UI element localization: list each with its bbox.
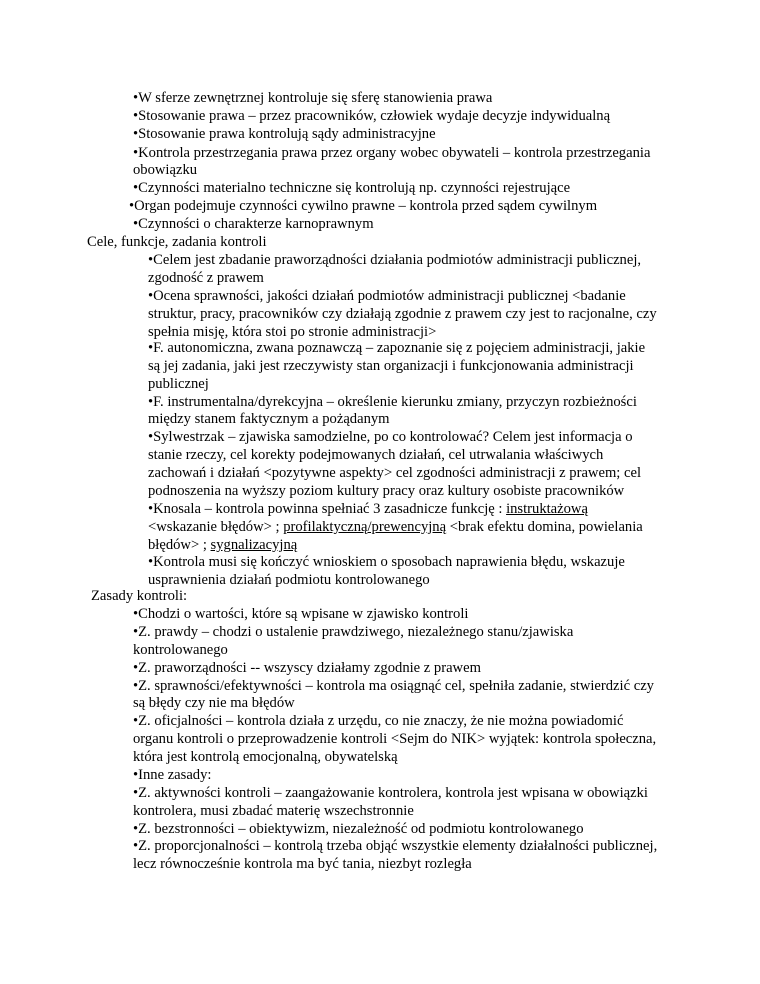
- list-item-continuation: [148, 536, 297, 554]
- list-item: •Z. praworządności -- wszyscy działamy zgodnie z prawem: [133, 660, 481, 676]
- list-item-continuation: organu kontroli o przeprowadzenie kontroli <Sejm do NIK> wyjątek: kontrola społeczna,: [133, 731, 657, 747]
- list-item-continuation: [148, 518, 643, 536]
- section-heading: Cele, funkcje, zadania kontroli: [87, 234, 267, 250]
- list-item: •Kontrola musi się kończyć wnioskiem o sposobach naprawienia błędu, wskazuje: [148, 554, 625, 570]
- knosala-function-signaling: sygnalizacyjną: [210, 537, 298, 553]
- list-item: •F. instrumentalna/dyrekcyjna – określenie kierunku zmiany, przyczyn rozbieżności: [148, 394, 637, 410]
- list-item-continuation: między stanem faktycznym a pożądanym: [148, 411, 390, 427]
- list-item-continuation: obowiązku: [133, 162, 198, 178]
- list-item-continuation: są błędy czy nie ma błędów: [133, 695, 295, 711]
- knosala-text: <brak efektu domina, powielania: [446, 519, 643, 535]
- list-item: •Inne zasady:: [133, 767, 212, 783]
- list-item: •Z. oficjalności – kontrola działa z urzędu, co nie znaczy, że nie można powiadomić: [133, 713, 624, 729]
- list-item: •F. autonomiczna, zwana poznawczą – zapoznanie się z pojęciem administracji, jakie: [148, 340, 646, 356]
- list-item-continuation: lecz równocześnie kontrola ma być tania, niezbyt rozległa: [133, 856, 472, 872]
- list-item-continuation: stanie rzeczy, cel korekty podejmowanych działań, cel utrwalania właściwych: [148, 447, 604, 463]
- list-item-continuation: która jest kontrolą emocjonalną, obywatelską: [133, 749, 398, 765]
- list-item-continuation: podnoszenia na wyższy poziom kultury pracy oraz kultury osobiste pracowników: [148, 483, 625, 499]
- list-item: •Chodzi o wartości, które są wpisane w zjawisko kontroli: [133, 606, 469, 622]
- list-item-continuation: publicznej: [148, 376, 209, 392]
- list-item-continuation: usprawnienia działań podmiotu kontrolowanego: [148, 572, 430, 588]
- list-item-knosala: [148, 500, 588, 518]
- knosala-function-preventive: profilaktyczną/prewencyjną: [283, 519, 447, 535]
- list-item: •Z. prawdy – chodzi o ustalenie prawdziwego, niezależnego stanu/zjawiska: [133, 624, 574, 640]
- list-item-continuation: spełnia misję, która stoi po stronie administracji>: [148, 324, 437, 340]
- list-item: •Z. aktywności kontroli – zaangażowanie kontrolera, kontrola jest wpisana w obowiązki: [133, 785, 648, 801]
- list-item-continuation: zgodność z prawem: [148, 270, 264, 286]
- list-item: •Celem jest zbadanie praworządności działania podmiotów administracji publicznej,: [148, 252, 642, 268]
- list-item-continuation: kontrolowanego: [133, 642, 228, 658]
- list-item: •Kontrola przestrzegania prawa przez organy wobec obywateli – kontrola przestrzegania: [133, 145, 651, 161]
- list-item: •Stosowanie prawa kontrolują sądy administracyjne: [133, 126, 436, 142]
- section-heading: Zasady kontroli:: [91, 588, 188, 604]
- list-item: •W sferze zewnętrznej kontroluje się sferę stanowienia prawa: [133, 90, 493, 106]
- knosala-text: •Knosala – kontrola powinna spełniać 3 zasadnicze funkcję :: [148, 501, 507, 517]
- list-item-continuation: zachowań i działań <pozytywne aspekty> cel zgodności administracji z prawem; cel: [148, 465, 642, 481]
- list-item-continuation: kontrolera, musi zbadać materię wszechstronnie: [133, 803, 414, 819]
- list-item: •Z. sprawności/efektywności – kontrola ma osiągnąć cel, spełniła zadanie, stwierdzić czy: [133, 678, 654, 694]
- knosala-text: <wskazanie błędów> ;: [148, 519, 284, 535]
- list-item: •Stosowanie prawa – przez pracowników, człowiek wydaje decyzje indywidualną: [133, 108, 611, 124]
- list-item: •Z. bezstronności – obiektywizm, niezależność od podmiotu kontrolowanego: [133, 821, 584, 837]
- list-item: •Z. proporcjonalności – kontrolą trzeba objąć wszystkie elementy działalności publicznej,: [133, 838, 658, 854]
- knosala-text: błędów> ;: [148, 537, 211, 553]
- list-item: •Czynności o charakterze karnoprawnym: [133, 216, 374, 232]
- list-item-continuation: struktur, pracy, pracowników czy działają zgodnie z prawem czy jest to racjonalne, czy: [148, 306, 657, 322]
- list-item: •Organ podejmuje czynności cywilno prawne – kontrola przed sądem cywilnym: [129, 198, 598, 214]
- list-item-continuation: są jej zadania, jaki jest rzeczywisty stan organizacji i funkcjonowania administracji: [148, 358, 634, 374]
- list-item: •Czynności materialno techniczne się kontrolują np. czynności rejestrujące: [133, 180, 571, 196]
- knosala-function-instructive: instruktażową: [506, 501, 588, 517]
- list-item: •Ocena sprawności, jakości działań podmiotów administracji publicznej <badanie: [148, 288, 626, 304]
- list-item: •Sylwestrzak – zjawiska samodzielne, po co kontrolować? Celem jest informacja o: [148, 429, 633, 445]
